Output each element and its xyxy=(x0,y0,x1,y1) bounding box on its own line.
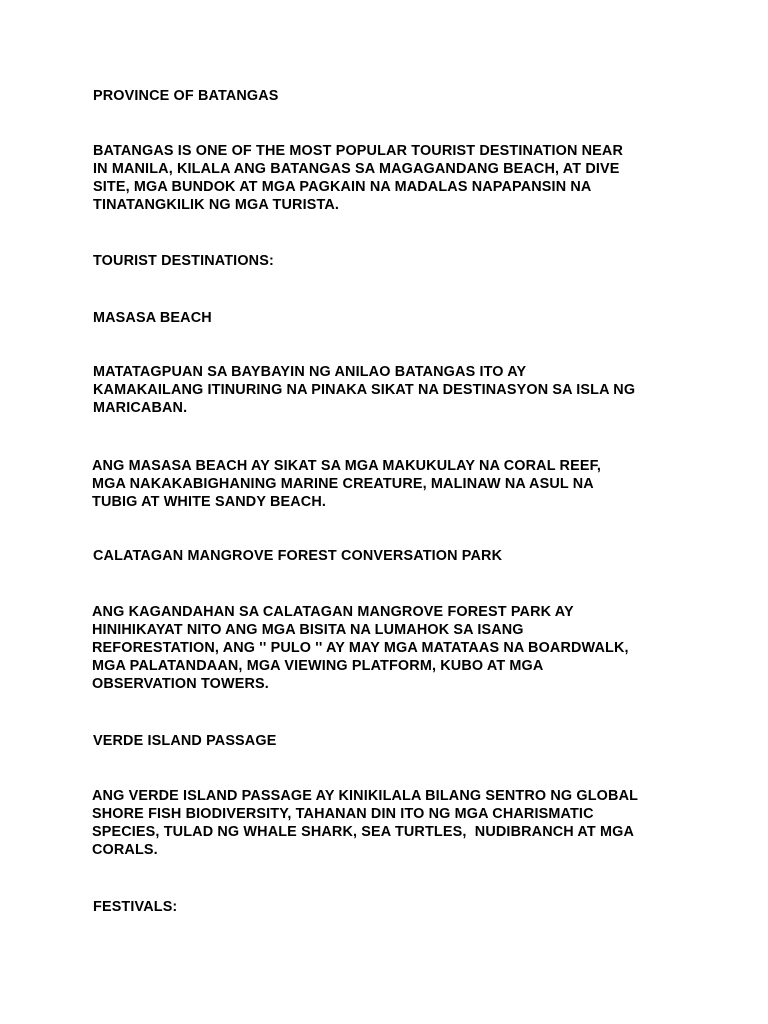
verde-island-heading: VERDE ISLAND PASSAGE xyxy=(93,733,277,749)
festivals-heading: FESTIVALS: xyxy=(93,899,178,915)
masasa-beach-heading: MASASA BEACH xyxy=(93,310,212,326)
intro-paragraph: BATANGAS IS ONE OF THE MOST POPULAR TOURIST DESTINATION NEAR IN MANILA, KILALA ANG BATANGAS SA MAGAGANDANG BEACH, AT DIVE SITE, MGA BUNDOK AT MGA PAGKAIN NA MADALAS NAPAPANSIN NA TINATANGKILIK NG MGA TURISTA. xyxy=(93,143,624,213)
masasa-paragraph-1: MATATAGPUAN SA BAYBAYIN NG ANILAO BATANGAS ITO AY KAMAKAILANG ITINURING NA PINAKA SIKAT NA DESTINASYON SA ISLA NG MARICABAN. xyxy=(93,364,636,416)
verde-island-paragraph: ANG VERDE ISLAND PASSAGE AY KINIKILALA BILANG SENTRO NG GLOBAL SHORE FISH BIODIVERSITY, TAHANAN DIN ITO NG MGA CHARISMATIC SPECIES, TULAD NG WHALE SHARK, SEA TURTLES, NUDIBRANCH AT MGA CORALS. xyxy=(92,788,639,858)
document-title: PROVINCE OF BATANGAS xyxy=(93,88,279,104)
calatagan-paragraph: ANG KAGANDAHAN SA CALATAGAN MANGROVE FOREST PARK AY HINIHIKAYAT NITO ANG MGA BISITA NA LUMAHOK SA ISANG REFORESTATION, ANG '' PULO '' AY MAY MGA MATATAAS NA BOARDWALK, MGA PALATANDAAN, MGA VIEWING PLATFORM, KUBO AT MGA OBSERVATION TOWERS. xyxy=(92,604,629,692)
masasa-paragraph-2: ANG MASASA BEACH AY SIKAT SA MGA MAKUKULAY NA CORAL REEF, MGA NAKAKABIGHANING MARINE CREATURE, MALINAW NA ASUL NA TUBIG AT WHITE SANDY BEACH. xyxy=(92,458,602,510)
calatagan-heading: CALATAGAN MANGROVE FOREST CONVERSATION PARK xyxy=(93,548,503,564)
tourist-destinations-heading: TOURIST DESTINATIONS: xyxy=(93,253,274,269)
